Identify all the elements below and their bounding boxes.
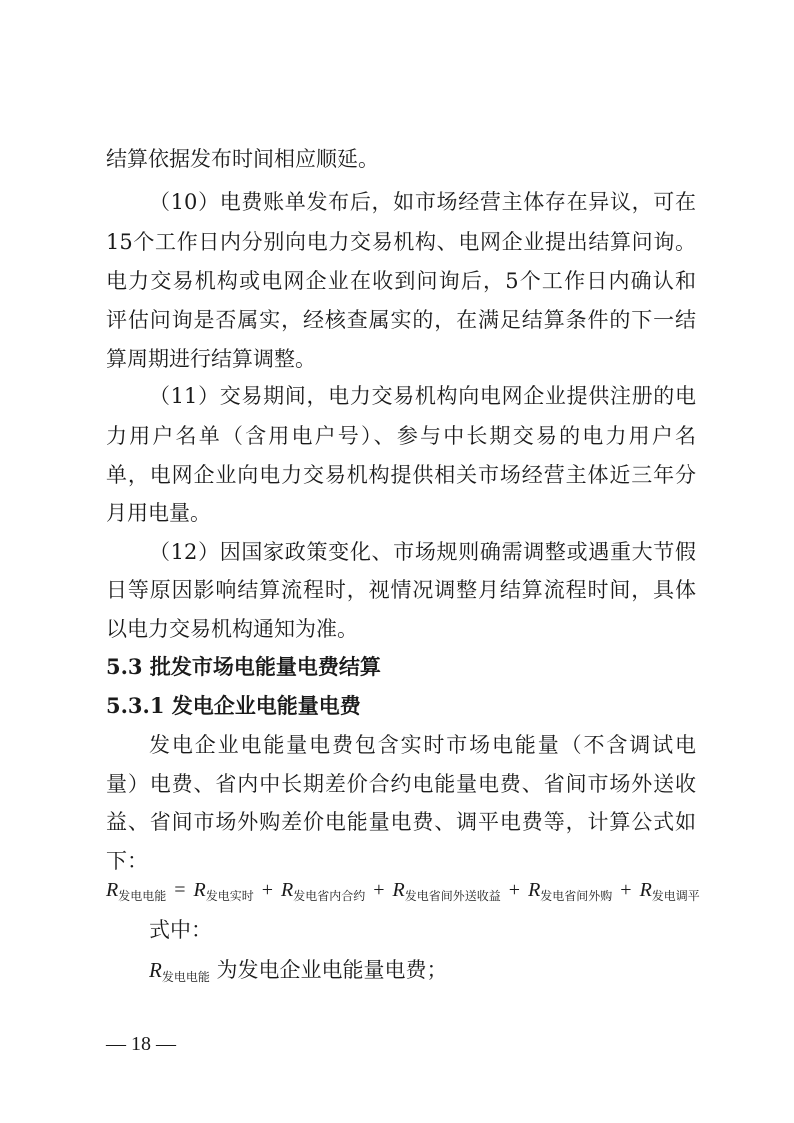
formula-symbol: R [639, 879, 652, 901]
settlement-formula [106, 876, 700, 910]
formula-plus: + [508, 879, 521, 901]
formula-plus: + [373, 879, 385, 901]
formula-symbol: R [392, 879, 405, 901]
formula-term-subscript: 发电省内合约 [293, 889, 366, 903]
paragraph-line: 益、省间市场外购差价电能量电费、调平电费等，计算公式如 [106, 810, 696, 834]
formula-symbol: R [528, 879, 541, 901]
formula-term-subscript: 发电实时 [205, 889, 254, 903]
paragraph-line: 日等原因影响结算流程时，视情况调整月结算流程时间，具体 [106, 578, 696, 602]
paragraph-line: 算周期进行结算调整。 [106, 347, 316, 371]
paragraph-line: 15个工作日内分别向电力交易机构、电网企业提出结算问询。 [106, 230, 696, 254]
formula-symbol: R [281, 879, 294, 901]
paragraph-line: 量）电费、省内中长期差价合约电能量电费、省间市场外送收 [106, 772, 696, 796]
paragraph-line: 以电力交易机构通知为准。 [106, 617, 358, 641]
formula-term-subscript: 发电调平 [651, 889, 700, 903]
definition-line [149, 956, 696, 991]
page-number: — 18 — [106, 1033, 176, 1055]
formula-symbol: R [106, 879, 119, 901]
formula-plus: + [620, 879, 632, 901]
formula-symbol: R [193, 879, 206, 901]
paragraph-line: 力用户名单（含用电户号）、参与中长期交易的电力用户名 [106, 424, 696, 448]
paragraph-line: 下： [106, 849, 148, 873]
paragraph-line: （11）交易期间，电力交易机构向电网企业提供注册的电 [149, 384, 696, 408]
paragraph-line: 电力交易机构或电网企业在收到问询后，5个工作日内确认和 [106, 269, 696, 293]
subsection-heading: 5.3.1 发电企业电能量电费 [106, 693, 361, 718]
paragraph-line: 发电企业电能量电费包含实时市场电能量（不含调试电 [149, 733, 696, 757]
formula-term-subscript: 发电省间外购 [540, 889, 613, 903]
definition-subscript: 发电电能 [161, 970, 210, 984]
section-heading: 5.3 批发市场电能量电费结算 [106, 654, 381, 679]
where-label: 式中： [149, 918, 212, 942]
definition-text: 为发电企业电能量电费； [216, 958, 448, 982]
paragraph-line: （12）因国家政策变化、市场规则确需调整或遇重大节假 [149, 540, 696, 564]
formula-plus: + [261, 879, 274, 901]
formula-lhs-subscript: 发电电能 [118, 889, 167, 903]
formula-term-subscript: 发电省间外送收益 [404, 889, 501, 903]
paragraph-line: 单，电网企业向电力交易机构提供相关市场经营主体近三年分 [106, 463, 696, 487]
paragraph-line: （10）电费账单发布后，如市场经营主体存在异议，可在 [149, 190, 696, 214]
paragraph-line: 评估问询是否属实，经核查属实的，在满足结算条件的下一结 [106, 308, 696, 332]
paragraph-line: 月用电量。 [106, 501, 211, 525]
formula-equals: = [174, 879, 186, 901]
paragraph-line: 结算依据发布时间相应顺延。 [106, 147, 379, 171]
definition-symbol: R [149, 958, 162, 982]
